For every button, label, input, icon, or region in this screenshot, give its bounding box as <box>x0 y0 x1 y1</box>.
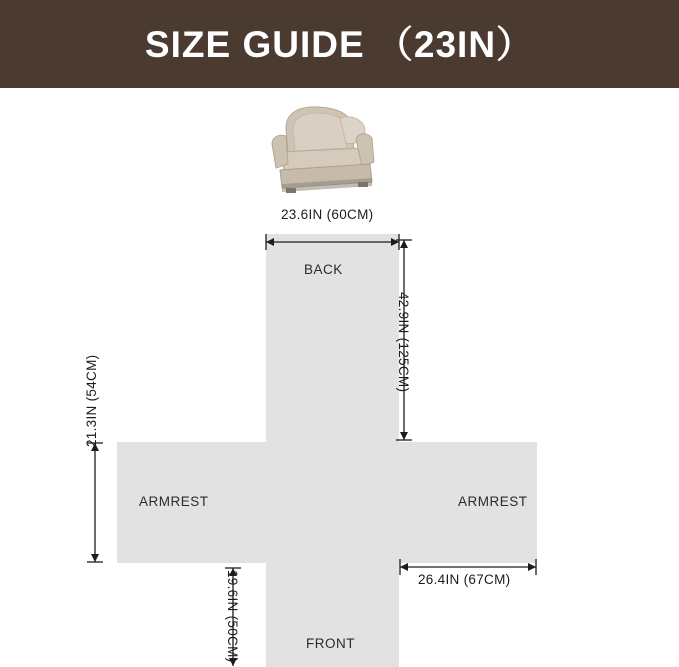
header-bar <box>0 0 679 88</box>
panel-label-back: BACK <box>304 262 343 277</box>
dimension-armrest-height: 21.3IN (54CM) <box>84 354 99 447</box>
panel-label-armrest-left: ARMREST <box>139 494 209 509</box>
dimension-back-height: 42.9IN (125CM) <box>396 292 411 393</box>
dimension-total-width: 26.4IN (67CM) <box>418 572 511 587</box>
page-title: SIZE GUIDE （23IN） <box>144 23 535 65</box>
dimension-front-height: 19.6IN (50CM) <box>225 570 240 663</box>
dimension-back-width: 23.6IN (60CM) <box>281 207 374 222</box>
panel-label-front: FRONT <box>306 636 355 651</box>
recliner-chair-image <box>266 104 382 196</box>
panel-label-armrest-right: ARMREST <box>458 494 528 509</box>
slipcover-diagram <box>0 196 679 667</box>
